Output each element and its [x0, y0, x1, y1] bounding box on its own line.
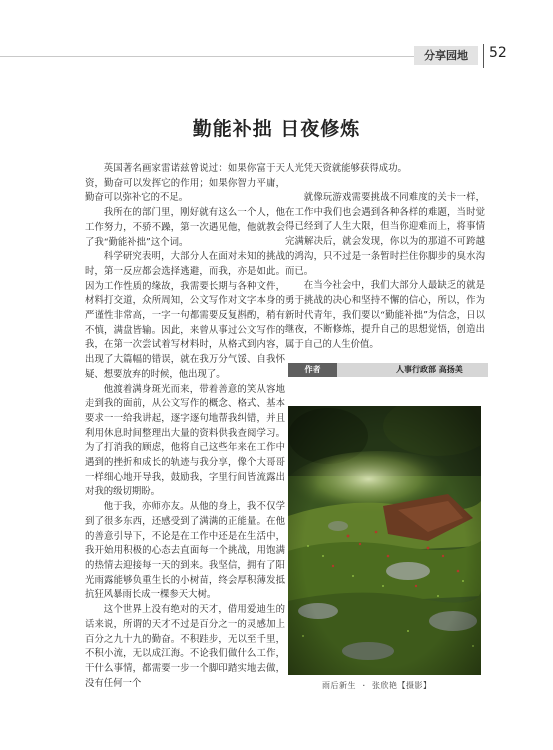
header-rule	[0, 56, 414, 57]
paragraph: 他于我，亦师亦友。从他的身上，我不仅学到了很多东西，还感受到了满满的正能量。在他的善意引导下，不论是在工作中还是在生活中，我开始用积极的心态去直面每一个挑战，用饱满的热情去迎接每一天的到来。我坚信，拥有了阳光雨露能够负重生长的小树苗，终会厚积薄发抵抗狂风暴雨长成一棵参天大树。	[85, 501, 285, 601]
photo-caption: 雨后新生 · 张欣艳【摄影】	[322, 681, 432, 690]
right-column-body	[285, 191, 485, 353]
section-label: 分享园地	[414, 46, 478, 65]
paragraph-continuation: 人光凭天资就能够获得成功。	[285, 163, 407, 174]
article-title: 勤能补拙 日夜修炼	[192, 118, 361, 140]
paragraph: 我所在的部门里，刚好就有这么一个人，他工作努力，不骄不躁，第一次遇见他，他就教会了我“勤能补拙”这个词。	[85, 207, 285, 248]
paragraph: 英国著名画家雷诺兹曾说过：如果你富于天资，勤奋可以发挥它的作用；如果你智力平庸，勤奋可以弥补它的不足。	[85, 163, 285, 204]
paragraph: 他渡着满身斑光而来，带着善意的笑从容地走到我的面前，从公文写作的概念、格式、基本要求一一给我讲起，逐字逐句地帮我纠错，并且利用休息时间整理出大量的资料供我查阅学习。为了打消我的顾虑，他将自己这些年来在工作中遇到的挫折和成长的轨迹与我分享，像个大哥哥一样细心地开导我，鼓励我，字里行间皆流露出对我的级切期盼。	[85, 383, 285, 498]
paragraph: 在当今社会中，我们大部分人最缺乏的就是勇于挑战的决心和坚持不懈的信心，所以，作为新时代青年，我们要以“勤能补拙”为信念，日以继夜，不断修炼，提升自己的思想觉悟，创造出属于自己的人生价值。	[285, 280, 485, 351]
paragraph: 科学研究表明，大部分人在面对未知的挑战时，第一反应都会选择逃避，而我，亦是如此。因为工作性质的缘故，我需要长期与各种文件，材料打交道，众所周知，公文写作对文字本身的严谨性非常高，一字一句都需要反复斟酌，稍有不慎，满盘皆输。因此，来曾从事过公文写作的我，在第一次尝试着写材料时，从格式到内容，出现了大篇幅的错误，就在我万分气馁、自我怀疑、想要放弃的时候，他出现了。	[85, 251, 285, 380]
page-number: 52	[489, 45, 507, 61]
author-name: 人事行政部 高扬美	[396, 365, 463, 374]
left-column	[85, 162, 285, 691]
moss-photo-illustration	[288, 406, 481, 675]
right-column	[285, 162, 485, 177]
author-tag: 作者	[288, 363, 337, 377]
paragraph: 就像玩游戏需要挑战不同难度的关卡一样，在工作中我们也会遇到各种各样的难题，当时觉得已经到了人生大限，但当你迎难而上，将事情完满解决后，就会发现，你以为的那道不可跨越的鸿沟，只不过是一条暂时拦住你脚步的臭水沟而已。	[285, 192, 485, 277]
paragraph: 这个世界上没有绝对的天才，借用爱迪生的话来说，所谓的天才不过是百分之一的灵感加上百分之九十九的勤奋。不积跬步，无以至千里，不积小流，无以成江海。不论我们做什么工作，干什么事情，都需要一步一个脚印踏实地去做，没有任何一个	[85, 604, 285, 689]
moss-photo	[288, 406, 481, 675]
author-bar	[288, 363, 488, 377]
header-divider	[483, 44, 484, 68]
